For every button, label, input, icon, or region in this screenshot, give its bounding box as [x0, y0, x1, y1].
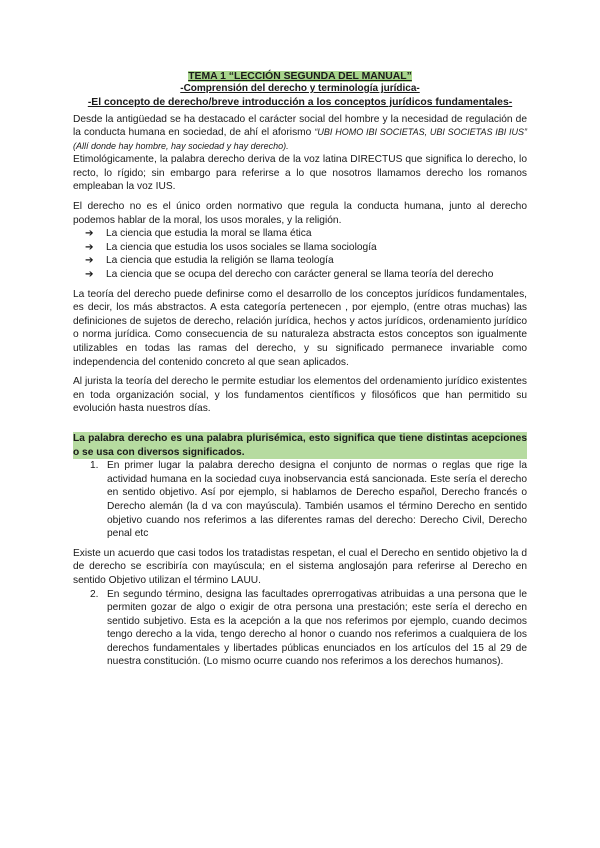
paragraph-normative-orders: El derecho no es el único orden normativo que regula la conducta humana, junto al derecho podemos hablar de la moral, los usos morales, y la religión. [73, 201, 527, 226]
list-item-text: En primer lugar la palabra derecho designa el conjunto de normas o reglas que rige la actividad humana en la sociedad cuya inobservancia está sancionada. Este sería el derecho en sentido objetivo. Así por ejemplo, si hablamos de Derecho español, Derecho francés o Derecho alemán (la d va con mayúscula). También usamos el término Derecho en sentido objetivo cuando nos referimos a las diferentes ramas del derecho: Derecho Civil, Derecho penal etc [107, 460, 527, 540]
list-item [90, 588, 527, 670]
paragraph-intro [73, 113, 527, 154]
paragraph-jurist: Al jurista la teoría del derecho le permite estudiar los elementos del ordenamiento jurídico existentes en toda organización social, y los fundamentos científicos y filosóficos que han permitido su evolución hasta nuestros días. [73, 376, 527, 415]
numbered-list-1 [73, 459, 527, 541]
arrow-icon: ➔ [85, 269, 94, 281]
arrow-icon: ➔ [85, 228, 94, 240]
document-title [73, 70, 527, 83]
arrow-icon: ➔ [85, 255, 94, 267]
list-item [85, 268, 527, 282]
list-item [85, 254, 527, 268]
list-item-text: La ciencia que estudia los usos sociales se llama sociología [106, 241, 377, 253]
aphorism-text: “UBI HOMO IBI SOCIETAS, UBI SOCIETAS IBI IUS” (Allí donde hay hombre, hay sociedad y hay derecho). [73, 127, 527, 151]
document-subtitle: -Comprensión del derecho y terminología jurídica- [180, 83, 420, 94]
title-block [73, 70, 527, 109]
item-number: 1. [90, 460, 99, 472]
paragraph-etymology: Etimológicamente, la palabra derecho deriva de la voz latina DIRECTUS que significa lo derecho, lo recto, lo rígido; sin embargo para referirse a lo que nosotros llamamos derecho los romanos empleaban la voz IUS. [73, 154, 527, 193]
intro-text: Desde la antigüedad se ha destacado el carácter social del hombre y la necesidad de regulación de la conducta humana en sociedad, de ahí el aforismo [73, 113, 527, 139]
list-item-text: La ciencia que estudia la moral se llama ética [106, 228, 312, 240]
paragraph-agreement: Existe un acuerdo que casi todos los tratadistas respetan, el cual el Derecho en sentido objetivo la d de derecho se escribiría con mayúscula; en el sistema anglosajón para referirse al Derecho en sentido Objetivo utilizan el término LAUU. [73, 547, 527, 586]
numbered-list-2 [73, 588, 527, 670]
science-list [73, 227, 527, 281]
highlighted-statement: La palabra derecho es una palabra plurisémica, esto significa que tiene distintas acepciones o se usa con diversos significados. [73, 432, 527, 458]
list-item [85, 227, 527, 241]
list-item [90, 459, 527, 541]
document-title-text: TEMA 1 “LECCIÓN SEGUNDA DEL MANUAL” [188, 71, 412, 82]
list-item [85, 241, 527, 255]
paragraph-theory: La teoría del derecho puede definirse como el desarrollo de los conceptos jurídicos fundamentales, es decir, los más abstractos. A esta categoría pertenecen , por ejemplo, (entre otras muchas) las definiciones de sujetos de derecho, relación jurídica, hechos y actos jurídicos, ordenamiento jurídico o norma jurídica. Como consecuencia de su naturaleza abstracta estos conceptos son igualmente utilizables en todas las ramas del derecho, y su significado permanece invariable como independencia del contenido concreto al que sean aplicados. [73, 288, 527, 368]
document-subtitle-2: -El concepto de derecho/breve introducción a los conceptos jurídicos fundamentales- [87, 96, 513, 108]
item-number: 2. [90, 588, 99, 600]
list-item-text: En segundo término, designa las facultades oprerrogativas atribuidas a una persona que le permiten gozar de algo o exigir de otra persona una prestación; este sería el derecho en sentido subjetivo. Esta es la acepción a la que nos referimos por ejemplo, cuando decimos tengo derecho a la vida, tengo derecho al honor o cuando nos referimos a cualquiera de los derechos fundamentales y libertades públicas enunciados en los artículos del 15 al 29 de nuestra constitución. (Lo mismo ocurre cuando nos referimos a los derechos humanos). [107, 588, 527, 668]
page-content [73, 70, 527, 669]
list-item-text: La ciencia que estudia la religión se llama teología [106, 255, 334, 267]
arrow-icon: ➔ [85, 241, 94, 253]
list-item-text: La ciencia que se ocupa del derecho con carácter general se llama teoría del derecho [106, 269, 494, 281]
